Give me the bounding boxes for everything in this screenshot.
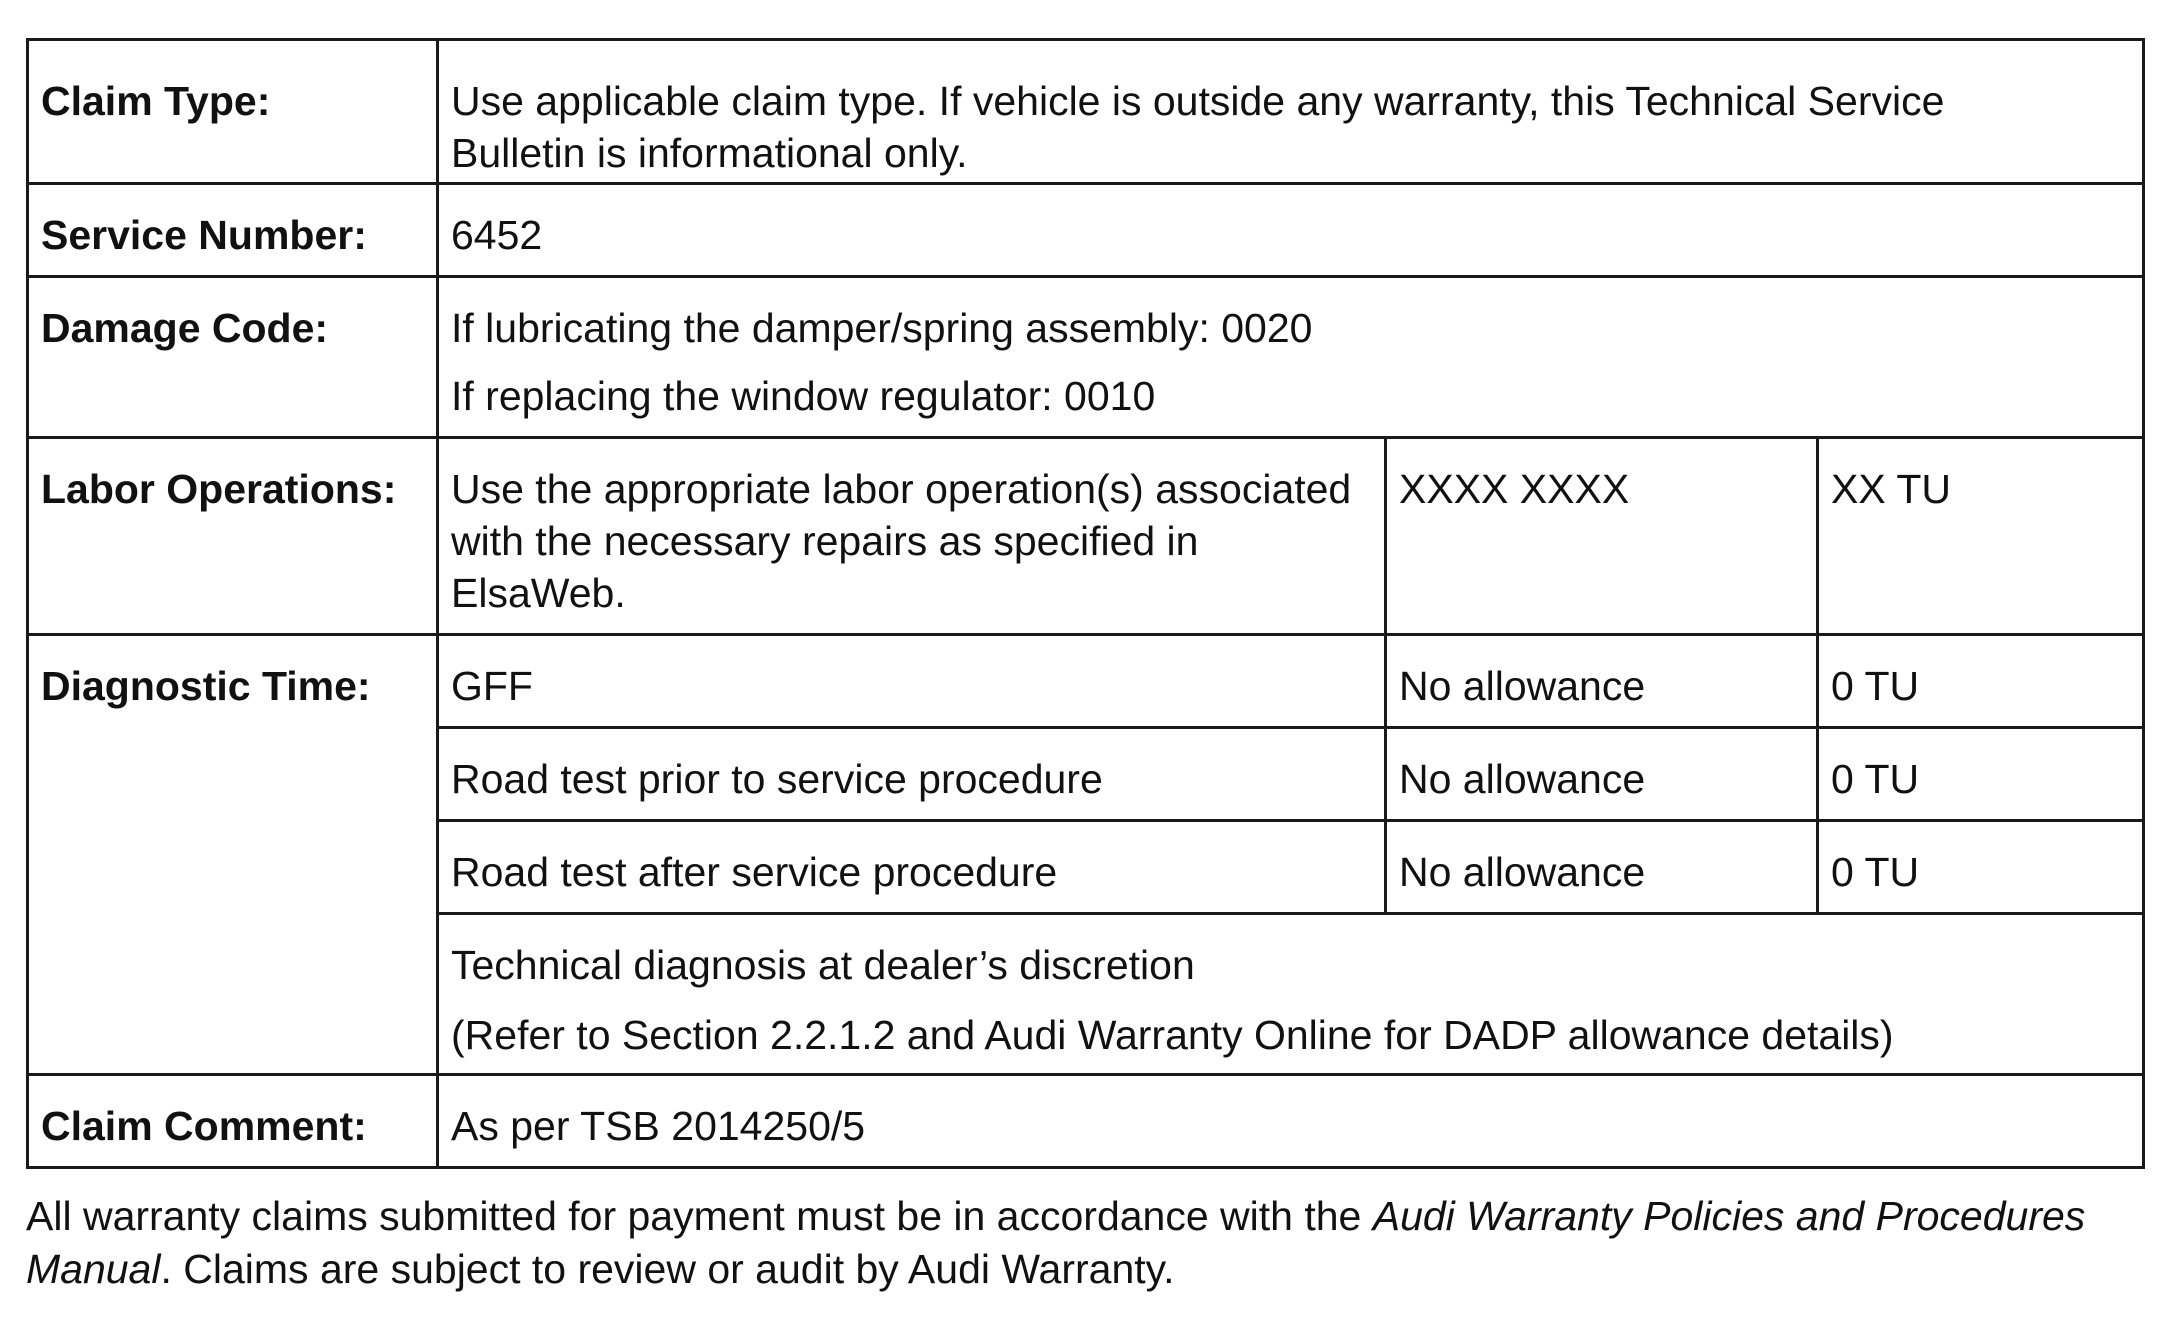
- labor-operation-code: XXXX XXXX: [1386, 438, 1818, 635]
- claim-comment-label: Claim Comment:: [28, 1075, 438, 1168]
- claim-comment-value: As per TSB 2014250/5: [438, 1075, 2144, 1168]
- claim-type-text-line1: Use applicable claim type. If vehicle is outside any warranty, this Technical Service: [451, 78, 1945, 124]
- diagnostic-allowance: No allowance: [1386, 821, 1818, 914]
- footer-text-before: All warranty claims submitted for payment must be in accordance with the: [26, 1193, 1373, 1239]
- diagnostic-row-gff: [28, 635, 2144, 728]
- damage-code-value: [438, 277, 2144, 438]
- footer-text-after: . Claims are subject to review or audit by Audi Warranty.: [160, 1246, 1175, 1292]
- labor-desc-line1: Use the appropriate labor operation(s) associated: [451, 466, 1352, 512]
- labor-operations-description: [438, 438, 1386, 635]
- claim-type-value: [438, 40, 2144, 184]
- labor-desc-line3: ElsaWeb.: [451, 570, 626, 616]
- service-number-value: 6452: [438, 184, 2144, 277]
- diagnostic-allowance: No allowance: [1386, 635, 1818, 728]
- technical-diagnosis-line2: (Refer to Section 2.2.1.2 and Audi Warranty Online for DADP allowance details): [451, 1012, 1894, 1058]
- claim-type-text-line2: Bulletin is informational only.: [451, 130, 968, 176]
- diagnostic-time-label: Diagnostic Time:: [28, 635, 438, 1075]
- diagnostic-time-value: 0 TU: [1818, 635, 2144, 728]
- labor-operation-time: XX TU: [1818, 438, 2144, 635]
- diagnostic-allowance: No allowance: [1386, 728, 1818, 821]
- footer-manual-title-part2: Manual: [26, 1246, 161, 1292]
- diagnostic-time-value: 0 TU: [1818, 728, 2144, 821]
- diagnostic-desc: Road test after service procedure: [438, 821, 1386, 914]
- diagnostic-desc: Road test prior to service procedure: [438, 728, 1386, 821]
- diagnostic-time-value: 0 TU: [1818, 821, 2144, 914]
- claim-info-table: [26, 38, 2145, 1169]
- damage-code-row: [28, 277, 2144, 438]
- service-number-label: Service Number:: [28, 184, 438, 277]
- technical-diagnosis-line1: Technical diagnosis at dealer’s discretion: [451, 942, 1195, 988]
- claim-type-row: [28, 40, 2144, 184]
- damage-code-label: Damage Code:: [28, 277, 438, 438]
- diagnostic-desc: GFF: [438, 635, 1386, 728]
- warranty-footer-note: [26, 1190, 2146, 1296]
- service-number-row: [28, 184, 2144, 277]
- labor-operations-row: [28, 438, 2144, 635]
- claim-type-label: Claim Type:: [28, 40, 438, 184]
- damage-code-line2: If replacing the window regulator: 0010: [451, 373, 1156, 419]
- damage-code-line1: If lubricating the damper/spring assembly: 0020: [451, 305, 1313, 351]
- labor-operations-label: Labor Operations:: [28, 438, 438, 635]
- warranty-claim-document: [26, 38, 2142, 1169]
- technical-diagnosis-cell: [438, 914, 2144, 1075]
- labor-desc-line2: with the necessary repairs as specified in: [451, 518, 1199, 564]
- claim-comment-row: [28, 1075, 2144, 1168]
- footer-manual-title-part1: Audi Warranty Policies and Procedures: [1372, 1193, 2086, 1239]
